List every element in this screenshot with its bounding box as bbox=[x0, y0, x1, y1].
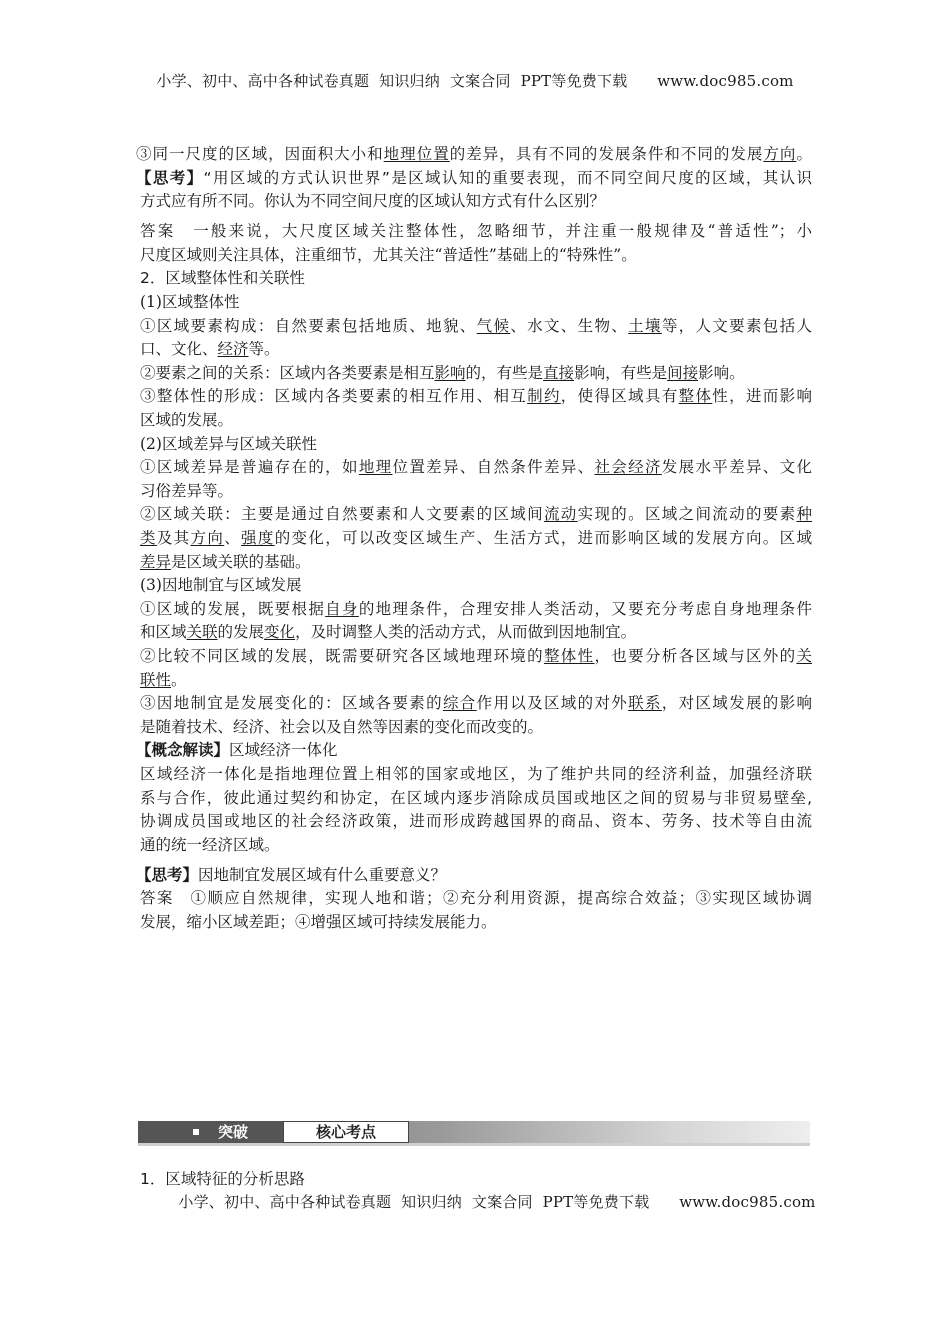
underlined-keyword: 方向 bbox=[190, 529, 225, 547]
underlined-keyword: 气候 bbox=[476, 316, 511, 335]
underlined-keyword: 地理 bbox=[358, 458, 393, 477]
text-run: (3)因地制宜与区域发展 bbox=[140, 576, 302, 595]
text-run: 是区域关联的基础。 bbox=[171, 552, 311, 571]
text-line bbox=[140, 362, 812, 386]
text-line bbox=[140, 598, 812, 622]
text-line bbox=[140, 220, 812, 244]
underlined-keyword: 关 bbox=[796, 646, 812, 665]
text-run: 发展，缩小区域差距；④增强区域可持续发展能力。 bbox=[140, 913, 497, 931]
banner-left-block bbox=[138, 1121, 283, 1143]
page-header: 小学、初中、高中各种试卷真题 知识归纳 文案合同 PPT等免费下载 www.doc985.com bbox=[156, 72, 794, 90]
text-run: ①区域差异是普遍存在的，如 bbox=[140, 458, 359, 477]
text-line bbox=[140, 385, 812, 409]
text-line bbox=[140, 456, 812, 480]
text-run: 尺度区域则关注具体，注重细节，尤其关注“普适性”基础上的“特殊性”。 bbox=[140, 245, 637, 264]
text-run: 通的统一经济区域。 bbox=[140, 835, 280, 854]
text-line bbox=[140, 645, 812, 669]
text-run: 的变化，可以改变区域生产、生活方式，进而影响区域的发展方向。区域 bbox=[274, 529, 812, 547]
text-line bbox=[140, 503, 812, 527]
text-run: 。 bbox=[796, 145, 812, 163]
text-run: ③因地制宜是发展变化的：区域各要素的 bbox=[140, 694, 443, 713]
banner-left-label: 突破 bbox=[218, 1123, 249, 1141]
square-bullet-icon bbox=[193, 1129, 199, 1135]
text-run: 作用以及区域的对外 bbox=[476, 694, 629, 713]
text-line bbox=[140, 692, 812, 716]
text-run: 发展水平差异、文化 bbox=[661, 458, 812, 477]
text-run: 口、文化、 bbox=[140, 340, 218, 359]
text-run: 答案 bbox=[140, 889, 174, 908]
underlined-keyword: 联性 bbox=[140, 670, 172, 689]
text-run: ①顺应自然规律，实现人地和谐；②充分利用资源，提高综合效益；③实现区域协调 bbox=[173, 889, 812, 908]
text-run: 影响，有些是 bbox=[574, 363, 668, 382]
text-line bbox=[136, 739, 812, 763]
document-body bbox=[136, 143, 812, 935]
text-line bbox=[136, 143, 812, 167]
text-line bbox=[140, 267, 812, 291]
underlined-keyword: 差异 bbox=[140, 552, 172, 571]
text-line bbox=[140, 763, 812, 787]
text-line bbox=[140, 244, 812, 268]
banner-shadow bbox=[138, 1143, 810, 1146]
underlined-keyword: 综合 bbox=[442, 694, 477, 713]
text-run: 影响。 bbox=[698, 363, 745, 382]
text-run: ②区域关联：主要是通过自然要素和人文要素的区域间 bbox=[140, 505, 544, 524]
text-line bbox=[140, 551, 812, 575]
text-run: 、 bbox=[224, 529, 242, 547]
text-run: ①区域的发展，既要根据 bbox=[140, 599, 326, 618]
text-run: 是随着技术、经济、社会以及自然等因素的变化而改变的。 bbox=[140, 717, 544, 736]
text-run: 。 bbox=[171, 670, 187, 689]
text-run: 等。 bbox=[248, 340, 280, 359]
text-run: ②要素之间的关系：区域内各类要素是相互 bbox=[140, 363, 435, 382]
text-line bbox=[140, 291, 812, 315]
text-run: 区域的发展。 bbox=[140, 411, 234, 430]
text-run: 位置差异、自然条件差异、 bbox=[392, 458, 595, 477]
text-run: 系与合作，彼此通过契约和协定，在区域内逐步消除成员国或地区之间的贸易与非贸易壁垒, bbox=[140, 788, 812, 807]
text-run: 性，进而影响 bbox=[712, 387, 812, 406]
text-run: 区域经济一体化是指地理位置上相邻的国家或地区，为了维护共同的经济利益，加强经济联 bbox=[140, 764, 812, 783]
underlined-keyword: 整体性 bbox=[543, 646, 595, 665]
text-line bbox=[140, 834, 812, 858]
underlined-keyword: 制约 bbox=[527, 387, 561, 406]
text-run: ，也要分析各区域与区外的 bbox=[594, 646, 797, 665]
text-line bbox=[140, 574, 812, 598]
text-line bbox=[140, 716, 812, 740]
text-line bbox=[140, 480, 812, 504]
underlined-keyword: 联系 bbox=[628, 694, 662, 713]
label-tag: 【思考】 bbox=[136, 865, 199, 884]
text-run: 等，人文要素包括人 bbox=[661, 316, 812, 335]
text-line bbox=[140, 787, 812, 811]
text-run: 协调成员国或地区的社会经济政策，进而形成跨越国界的商品、资本、劳务、技术等自由流 bbox=[140, 812, 812, 831]
text-line bbox=[140, 669, 812, 693]
underlined-keyword: 自身 bbox=[325, 599, 359, 618]
text-run: 一般来说，大尺度区域关注整体性，忽略细节，并注重一般规律及“普适性”；小 bbox=[175, 222, 812, 241]
text-run: (1)区域整体性 bbox=[140, 293, 240, 312]
label-tag: 【思考】 bbox=[136, 168, 204, 187]
section-banner bbox=[138, 1121, 810, 1143]
text-run: ②比较不同区域的发展，既需要研究各区域地理环境的 bbox=[140, 646, 544, 665]
text-line bbox=[136, 864, 812, 888]
banner-right-label: 核心考点 bbox=[283, 1121, 409, 1143]
text-run: 实现的。区域之间流动的要素 bbox=[577, 505, 797, 524]
underlined-keyword: 变化 bbox=[264, 623, 296, 642]
text-line bbox=[140, 433, 812, 457]
text-run: 的差异，具有不同的发展条件和不同的发展 bbox=[449, 145, 764, 163]
underlined-keyword: 流动 bbox=[543, 505, 578, 524]
underlined-keyword: 社会经济 bbox=[594, 458, 662, 477]
underlined-keyword: 方向 bbox=[763, 145, 797, 163]
text-line bbox=[140, 190, 812, 214]
underlined-keyword: 地理位置 bbox=[383, 145, 450, 163]
text-line bbox=[140, 409, 812, 433]
text-line bbox=[140, 810, 812, 834]
text-run: 方式应有所不同。你认为不同空间尺度的区域认知方式有什么区别？ bbox=[140, 192, 606, 211]
text-run: 2．区域整体性和关联性 bbox=[140, 269, 305, 288]
text-run: 区域经济一体化 bbox=[229, 741, 338, 760]
text-run: 答案 bbox=[140, 222, 176, 241]
underlined-keyword: 整体 bbox=[678, 387, 713, 406]
text-run: ①区域要素构成：自然要素包括地质、地貌、 bbox=[140, 316, 477, 335]
text-line bbox=[140, 911, 812, 935]
label-tag: 【概念解读】 bbox=[136, 741, 230, 760]
underlined-keyword: 类 bbox=[140, 529, 157, 547]
text-line bbox=[140, 527, 812, 551]
section-heading: 1．区域特征的分析思路 bbox=[140, 1170, 305, 1188]
underlined-keyword: 经济 bbox=[217, 340, 249, 359]
text-run: 的地理条件，合理安排人类活动，又要充分考虑自身地理条件 bbox=[358, 599, 812, 618]
text-run: 和区域 bbox=[140, 623, 187, 642]
underlined-keyword: 关联 bbox=[186, 623, 218, 642]
text-run: 及其 bbox=[156, 529, 191, 547]
text-line bbox=[140, 887, 812, 911]
text-line bbox=[140, 621, 812, 645]
text-run: (2)区域差异与区域关联性 bbox=[140, 434, 317, 453]
text-run: ③整体性的形成：区域内各类要素的相互作用、相互 bbox=[140, 387, 528, 406]
text-run: ③同一尺度的区域，因面积大小和 bbox=[136, 145, 384, 163]
underlined-keyword: 间接 bbox=[667, 363, 699, 382]
text-run: 因地制宜发展区域有什么重要意义？ bbox=[198, 865, 447, 884]
page-footer: 小学、初中、高中各种试卷真题 知识归纳 文案合同 PPT等免费下载 www.doc985.com bbox=[178, 1193, 816, 1211]
text-run: 习俗差异等。 bbox=[140, 481, 234, 500]
text-line bbox=[140, 315, 812, 339]
underlined-keyword: 直接 bbox=[543, 363, 575, 382]
underlined-keyword: 强度 bbox=[241, 529, 275, 547]
underlined-keyword: 影响 bbox=[434, 363, 466, 382]
text-run: ，及时调整人类的活动方式，从而做到因地制宜。 bbox=[295, 623, 637, 642]
text-run: ，使得区域具有 bbox=[560, 387, 679, 406]
text-run: 、水文、生物、 bbox=[510, 316, 629, 335]
underlined-keyword: 种 bbox=[796, 505, 812, 524]
text-run: “用区域的方式认识世界”是区域认知的重要表现，而不同空间尺度的区域，其认识 bbox=[203, 168, 812, 187]
underlined-keyword: 土壤 bbox=[628, 316, 662, 335]
text-line bbox=[136, 167, 812, 191]
text-line bbox=[140, 338, 812, 362]
text-run: ，对区域发展的影响 bbox=[661, 694, 812, 713]
text-run: 的发展 bbox=[217, 623, 265, 642]
text-run: 的，有些是 bbox=[465, 363, 544, 382]
